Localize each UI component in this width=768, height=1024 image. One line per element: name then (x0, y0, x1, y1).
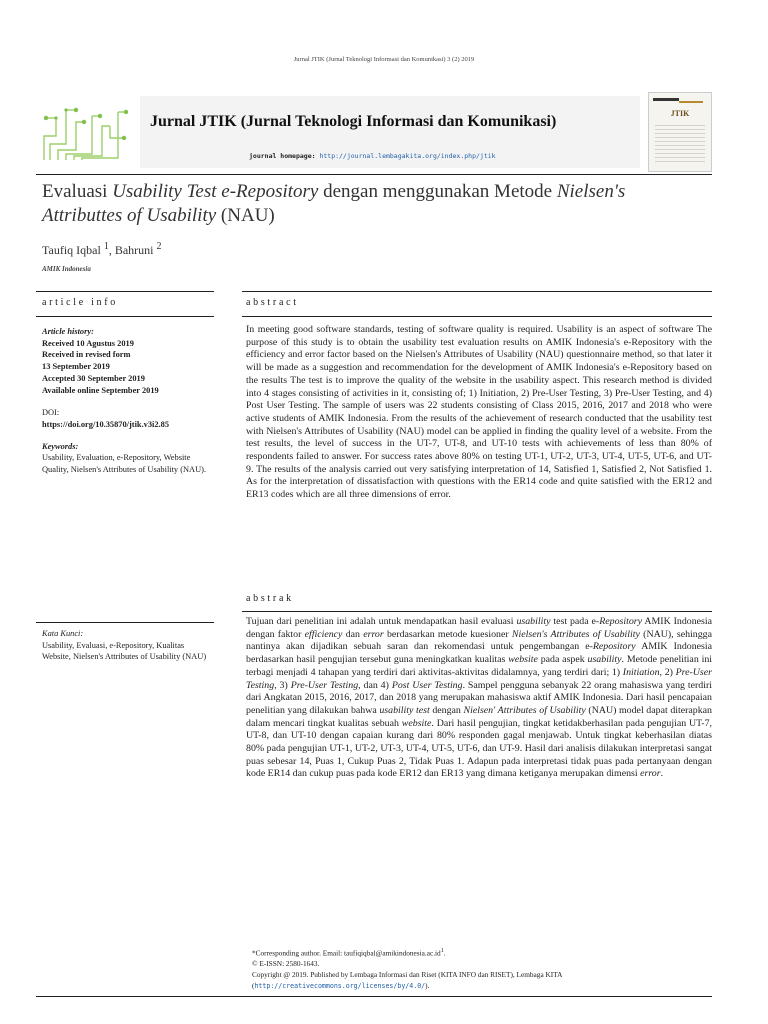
journal-title: Jurnal JTIK (Jurnal Teknologi Informasi dan Komunikasi) (150, 113, 557, 130)
license: (http://creativecommons.org/licenses/by/4.0/). (252, 981, 430, 991)
circuit-tree-logo (36, 100, 136, 164)
author-name: Taufiq Iqbal (42, 243, 101, 257)
footnote (252, 946, 722, 992)
footer-rule (36, 996, 712, 997)
affiliation: AMIK Indonesia (42, 265, 91, 273)
abstract-text: In meeting good software standards, testing of software quality is required. Usability is an aspect of software The purpose of this study is to obtain the usability test evaluation results on AMIK Indonesia's e-Repository with the efficiency and error factor based on the Nielsen's Attributes of Usability (NAU) questionnaire method, so that later it will be made as a suggestion and recommendation for the development of AMIK Indonesia's e-Repository based on the results The test is to improve the quality of the website in the usability aspect. This research method is divided into 4 stages consisting of activities in it, consisting of; 1) Initiation, 2) Pre-User Testing, 3) Pre-User Testing, and 4) Post User Testing. The sample of users was 22 students consisting of Class 2015, 2016, 2017 and 2018 who were active students of AMIK Indonesia. From the results of the achievement of research conducted that the usability test with Nielsen's Attributes of Usability (NAU) model can be applied in finding the quality level of a website. From the test results, the level of success in the UT-7, UT-8, and UT-10 tests with achievements of less than 80% of respondents failed to answer. For success rates above 80% on testing UT-1, UT-2, UT-3, UT-4, UT-5, UT-6, and UT-9. The results of the analysis carried out very satisfying interpretation of 14, Satisfied 1, Satisfied 2, Not Satisfied 1. As for the interpretation of dissatisfaction with questions with the ER14 code and quite satisfied with the ER12 and ER13 codes which are all three dimensions of error. (246, 324, 712, 501)
doi-label: DOI: (42, 408, 60, 418)
abstract-heading: abstract (246, 297, 299, 308)
rule (242, 611, 712, 612)
accepted-date: Accepted 30 September 2019 (42, 373, 145, 383)
article-info-heading: article info (42, 297, 118, 308)
received-date: Received 10 Agustus 2019 (42, 338, 134, 348)
revised-label: Received in revised form (42, 350, 131, 360)
rule (242, 291, 712, 292)
license-link[interactable]: http://creativecommons.org/licenses/by/4.0/ (254, 982, 426, 991)
doi-link[interactable]: https://doi.org/10.35870/jtik.v3i2.85 (42, 419, 170, 429)
kata-kunci-text: Usability, Evaluasi, e-Repository, Kualitas Website, Nielsen's Attributes of Usability (NAU) (42, 640, 207, 662)
author-name: Bahruni (114, 243, 154, 257)
authors: Taufiq Iqbal $^1$, Bahruni $^2$ (42, 241, 162, 257)
keywords-label: Keywords: (42, 441, 79, 451)
keywords-text: Usability, Evaluation, e-Repository, Website Quality, Nielsen's Attributes of Usability (NAU). (42, 453, 207, 475)
article-info (42, 326, 212, 476)
homepage-link[interactable]: http://journal.lembagakita.org/index.php/jtik (319, 152, 496, 160)
homepage-label: journal homepage: (249, 152, 316, 160)
journal-homepage (249, 152, 496, 160)
rule (242, 316, 712, 317)
rule (36, 291, 214, 292)
issn: © E-ISSN: 2580-1643. (252, 959, 320, 969)
revised-date: 13 September 2019 (42, 362, 110, 372)
rule (36, 622, 214, 623)
kata-kunci (42, 628, 212, 663)
journal-cover-thumbnail (648, 92, 712, 172)
history-label: Article history: (42, 327, 94, 336)
paper-title: Evaluasi Usability Test e-Repository dengan menggunakan Metode Nielsen's Attributtes of Usability (NAU) (42, 181, 626, 226)
running-head: Jurnal JTIK (Jurnal Teknologi Informasi dan Komunikasi) 3 (2) 2019 (293, 56, 475, 63)
header-rule (36, 174, 712, 175)
copyright: Copyright @ 2019. Published by Lembaga Informasi dan Riset (KITA INFO dan RISET), Lembaga KITA (252, 970, 563, 980)
corresponding-author: *Corresponding author. Email: $taufiqiqbal@amikindonesia.ac.id^1$. (252, 948, 446, 958)
rule (36, 316, 214, 317)
abstrak-heading: abstrak (246, 593, 294, 604)
online-date: Available online September 2019 (42, 385, 159, 395)
abstrak-text: Tujuan dari penelitian ini adalah untuk mendapatkan hasil evaluasi usability test pada e-Repository AMIK Indonesia dengan faktor efficiency dan error berdasarkan metode kuesioner Nielsen's Attributes of Usability (NAU), sehingga nantinya akan dijadikan sebuah saran dan rekomendasi untuk pengembangan e-Repository AMIK Indonesia berdasarkan hasil pengujian tersebut guna meningkatkan kualitas website pada aspek usability. Metode penelitian ini terbagi menjadi 4 tahapan yang terdiri dari aktivitas-aktivitas didalamnya, yang terdiri dari; 1) Initiation, 2) Pre-User Testing, 3) Pre-User Testing, dan 4) Post User Testing. Sampel pengguna sebanyak 22 orang mahasiswa yang terdiri dari Angkatan 2015, 2016, 2017, dan 2018 yang merupakan mahasiswa aktif AMIK Indonesia. Dari hasil pencapaian penelitian yang dilakukan bahwa usability test dengan Nielsen' Attributes of Usability (NAU) model dapat diterapkan dalam mencari tingkat kualitas sebuah website. Dari hasil pengujian, tingkat ketidakberhasilan pada pengujian UT-7, UT-8, dan UT-10 dengan capaian kurang dari 80% responden gagal menjawab. Untuk tingkat keberhasilan diatas 80% pada pengujian UT-1, UT-2, UT-3, UT-4, UT-5, UT-6, dan UT-9. Hasil dari analisis dilakukan interpretasi sangat puas sebesar 14, Puas 1, Cukup Puas 2, Tidak Puas 1. Adapun pada interpretasi tidak puas pada pertanyaan dengan kode ER14 dan cukup puas pada kode ER12 dan ER13 yang dimana ketiganya merupakan dimensi error. (246, 616, 713, 780)
kata-kunci-label: Kata Kunci: (42, 629, 84, 638)
cover-title: JTIK (670, 109, 690, 118)
